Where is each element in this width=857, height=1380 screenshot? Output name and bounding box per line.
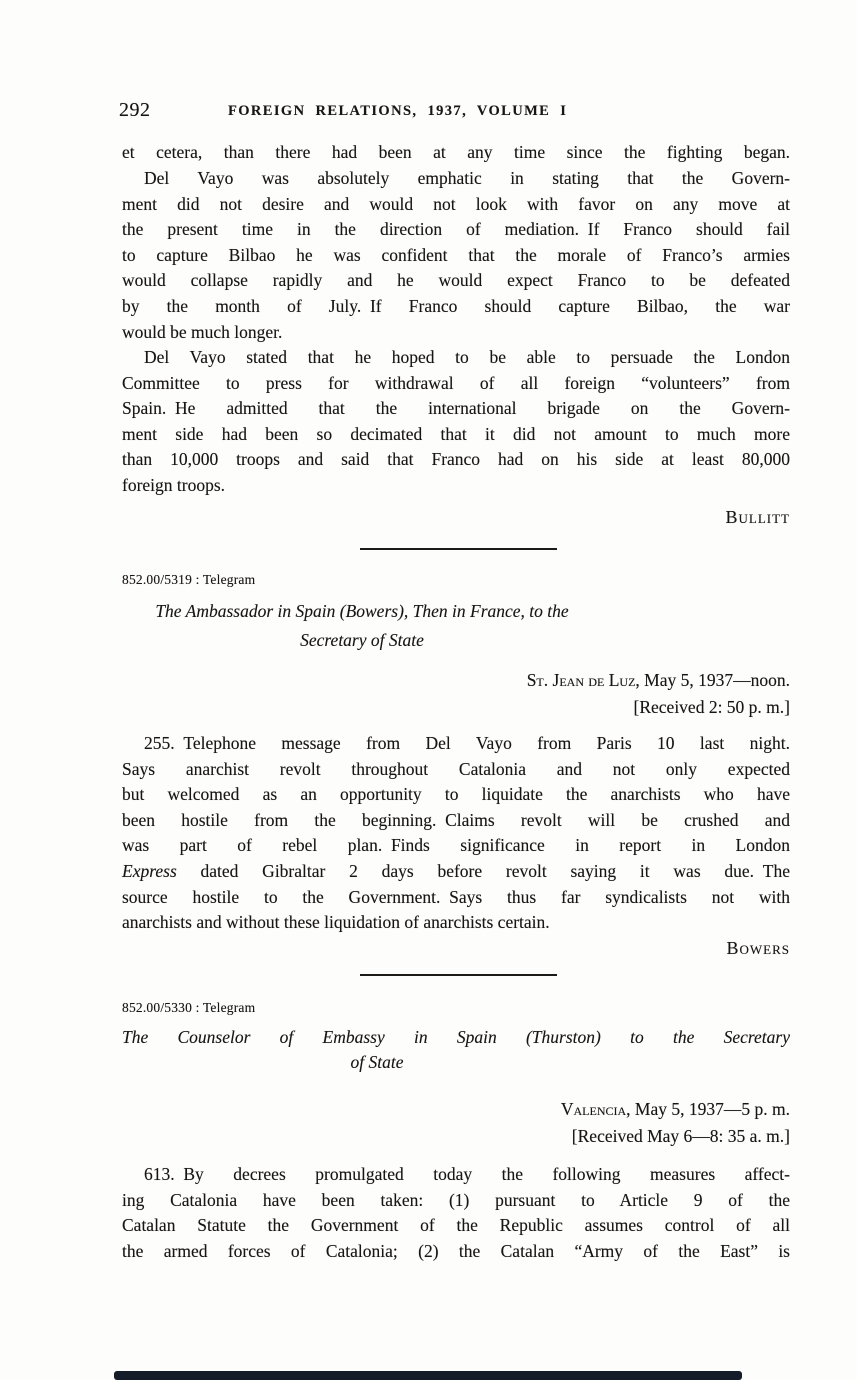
document-heading-bowers	[122, 597, 602, 654]
text-line: than 10,000 troops and said that Franco had on his side at least 80,000	[122, 449, 790, 470]
dateline-place-line	[122, 667, 790, 694]
text-line: Spain. He admitted that the international brigade on the Govern-	[122, 398, 790, 419]
signature-bowers: Bowers	[726, 938, 790, 958]
text-line: would be much longer.	[122, 321, 283, 342]
document-heading-thurston-line2: of State	[350, 1052, 404, 1072]
text-line: Express dated Gibraltar 2 days before revolt saying it was due. The	[122, 860, 790, 881]
text-line: foreign troops.	[122, 474, 226, 495]
text-line: would collapse rapidly and he would expect Franco to be defeated	[122, 270, 790, 291]
section-divider	[360, 974, 557, 976]
text-line: 255. Telephone message from Del Vayo from Paris 10 last night.	[144, 733, 790, 753]
section-divider	[360, 548, 557, 550]
text-line: the armed forces of Catalonia; (2) the Catalan “Army of the East” is	[122, 1240, 790, 1261]
dateline-place-line	[122, 1096, 790, 1123]
text-line: source hostile to the Government. Says thus far syndicalists not with	[122, 886, 790, 907]
file-reference-thurston: 852.00/5330 : Telegram	[122, 1000, 256, 1015]
text-line: but welcomed as an opportunity to liquidate the anarchists who have	[122, 784, 790, 805]
text-line: the present time in the direction of mediation. If Franco should fail	[122, 219, 790, 240]
paragraph-continuation	[122, 140, 790, 166]
dateline-thurston	[122, 1096, 790, 1150]
heading-line: The Ambassador in Spain (Bowers), Then in France, to the	[155, 601, 569, 621]
text-line: The Counselor of Embassy in Spain (Thurston) to the Secretary	[122, 1027, 790, 1047]
text-line: Del Vayo stated that he hoped to be able to persuade the London	[144, 347, 790, 367]
heading-line: Secretary of State	[300, 629, 424, 650]
dateline-bowers	[122, 667, 790, 721]
text-line: et cetera, than there had been at any time since the fighting began.	[122, 142, 790, 162]
text-line: Says anarchist revolt throughout Catalonia and not only expected	[122, 758, 790, 779]
text-line: to capture Bilbao he was confident that the morale of Franco’s armies	[122, 244, 790, 265]
text-line: been hostile from the beginning. Claims revolt will be crushed and	[122, 809, 790, 830]
text-line: ment side had been so decimated that it did not amount to much more	[122, 423, 790, 444]
telegram-body-thurston	[122, 1162, 790, 1264]
dateline-place: Valencia	[560, 1099, 627, 1119]
dateline-date: , May 5, 1937—noon.	[635, 670, 790, 690]
dateline-place: St. Jean de Luz	[526, 670, 636, 690]
text-line: Committee to press for withdrawal of all foreign “volunteers” from	[122, 372, 790, 393]
text-line: ing Catalonia have been taken: (1) pursuant to Article 9 of the	[122, 1189, 790, 1210]
page-number: 292	[119, 99, 151, 121]
scan-edge-artifact	[114, 1371, 742, 1380]
dateline-date: , May 5, 1937—5 p. m.	[626, 1099, 790, 1119]
text-line: by the month of July. If Franco should capture Bilbao, the war	[122, 295, 790, 316]
received-line: [Received 2: 50 p. m.]	[633, 697, 790, 717]
telegram-body-bowers	[122, 731, 790, 936]
text-line: ment did not desire and would not look with favor on any move at	[122, 193, 790, 214]
paragraph-mediation	[122, 166, 790, 345]
running-head: FOREIGN RELATIONS, 1937, VOLUME I	[228, 103, 568, 119]
text-line: was part of rebel plan. Finds significance in report in London	[122, 835, 790, 856]
document-heading-thurston-line1	[122, 1024, 790, 1050]
paragraph-volunteers	[122, 345, 790, 499]
file-reference-bowers: 852.00/5319 : Telegram	[122, 572, 256, 587]
received-line: [Received May 6—8: 35 a. m.]	[571, 1126, 790, 1146]
text-line: Catalan Statute the Government of the Republic assumes control of all	[122, 1215, 790, 1236]
text-line: anarchists and without these liquidation of anarchists certain.	[122, 912, 550, 933]
signature-bullitt: Bullitt	[725, 507, 790, 527]
text-line: Del Vayo was absolutely emphatic in stating that the Govern-	[144, 168, 790, 188]
text-line: 613. By decrees promulgated today the following measures affect-	[144, 1164, 790, 1184]
